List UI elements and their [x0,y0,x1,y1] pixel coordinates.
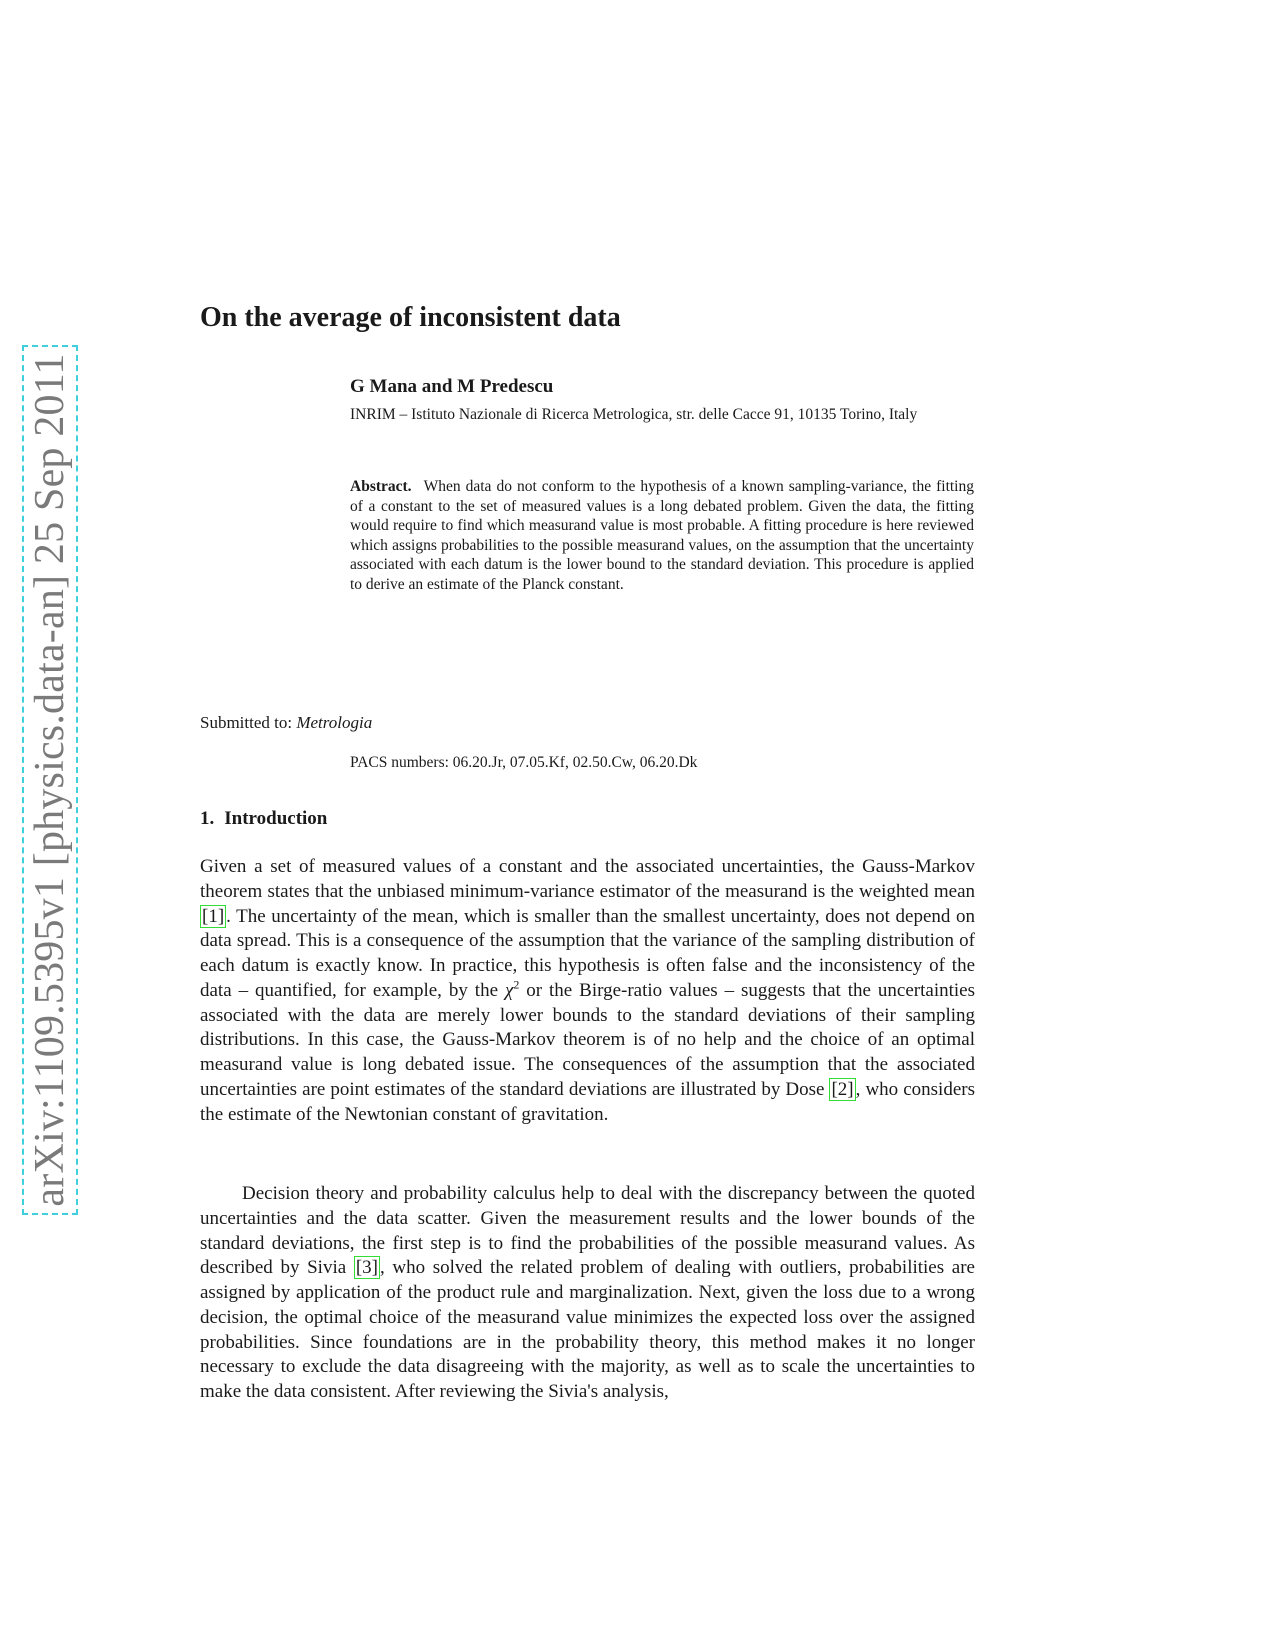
paragraph-text: Decision theory and probability calculus help to deal with the discrepancy between the quoted uncertainties and the data scatter. Given the measurement results and the lower bounds of the standard deviations, the first step is to find the probabilities of the possible measurand values. As described by Sivia [200,1183,975,1279]
chi-symbol: χ [504,979,514,1001]
pacs-numbers: PACS numbers: 06.20.Jr, 07.05.Kf, 02.50.Cw, 06.20.Dk [350,754,698,771]
section-number: 1. [200,808,215,829]
author-affiliation: INRIM – Istituto Nazionale di Ricerca Metrologica, str. delle Cacce 91, 10135 Torino, Italy [350,406,918,423]
intro-paragraph-1 [200,855,975,1127]
section-heading-introduction [200,808,327,830]
submitted-to [200,713,372,733]
arxiv-stamp [22,345,78,1215]
intro-paragraph-2 [200,1182,975,1405]
paragraph-text: . The uncertainty of the mean, which is smaller than the smallest uncertainty, does not depend on data spread. This is a consequence of the assumption that the variance of the sampling distribution of each datum is exactly know. In practice, this hypothesis is often false and the inconsistency of the data – quantified, for example, by the [200,905,975,1001]
abstract [350,477,974,595]
paper-authors: G Mana and M Predescu [350,376,554,397]
citation-link-3[interactable]: [3] [355,1257,378,1279]
citation-link-2[interactable]: [2] [831,1078,854,1100]
paragraph-text: , who considers the estimate of the Newtonian constant of gravitation. [200,1078,975,1125]
paragraph-text: Given a set of measured values of a constant and the associated uncertainties, the Gauss-Markov theorem states that the unbiased minimum-variance estimator of the measurand is the weighted mean [200,856,975,902]
arxiv-identifier: arXiv:1109.5395v1 [physics.data-an] 25 Sep 2011 [27,353,73,1207]
submitted-label: Submitted to: [200,713,297,732]
paragraph-text: or the Birge-ratio values – suggests that the uncertainties associated with the data are merely lower bounds to the standard deviations of their sampling distributions. In this case, the Gauss-Markov theorem is of no help and the choice of an optimal measurand value is long debated issue. The consequences of the assumption that the associated uncertainties are point estimates of the standard deviations are illustrated by Dose [200,979,975,1100]
abstract-label: Abstract. [350,478,412,495]
abstract-text: When data do not conform to the hypothesis of a known sampling-variance, the fitting of a constant to the set of measured values is a long debated problem. Given the data, the fitting would require to find which measurand value is most probable. A fitting procedure is here reviewed which assigns probabilities to the possible measurand values, on the assumption that the uncertainty associated with each datum is the lower bound to the standard deviation. This procedure is applied to derive an estimate of the Planck constant. [350,478,974,593]
citation-link-1[interactable]: [1] [202,905,225,927]
journal-name: Metrologia [296,713,373,732]
paragraph-text: , who solved the related problem of dealing with outliers, probabilities are assigned by application of the product rule and marginalization. Next, given the loss due to a wrong decision, the optimal choice of the measurand value minimizes the expected loss over the assigned probabilities. Since foundations are in the probability theory, this method makes it no longer necessary to exclude the data disagreeing with the majority, as well as to scale the uncertainties to make the data consistent. After reviewing the Sivia's analysis, [200,1257,975,1402]
section-title: Introduction [224,808,328,829]
paper-title: On the average of inconsistent data [200,302,621,333]
chi-exponent: 2 [513,977,520,992]
